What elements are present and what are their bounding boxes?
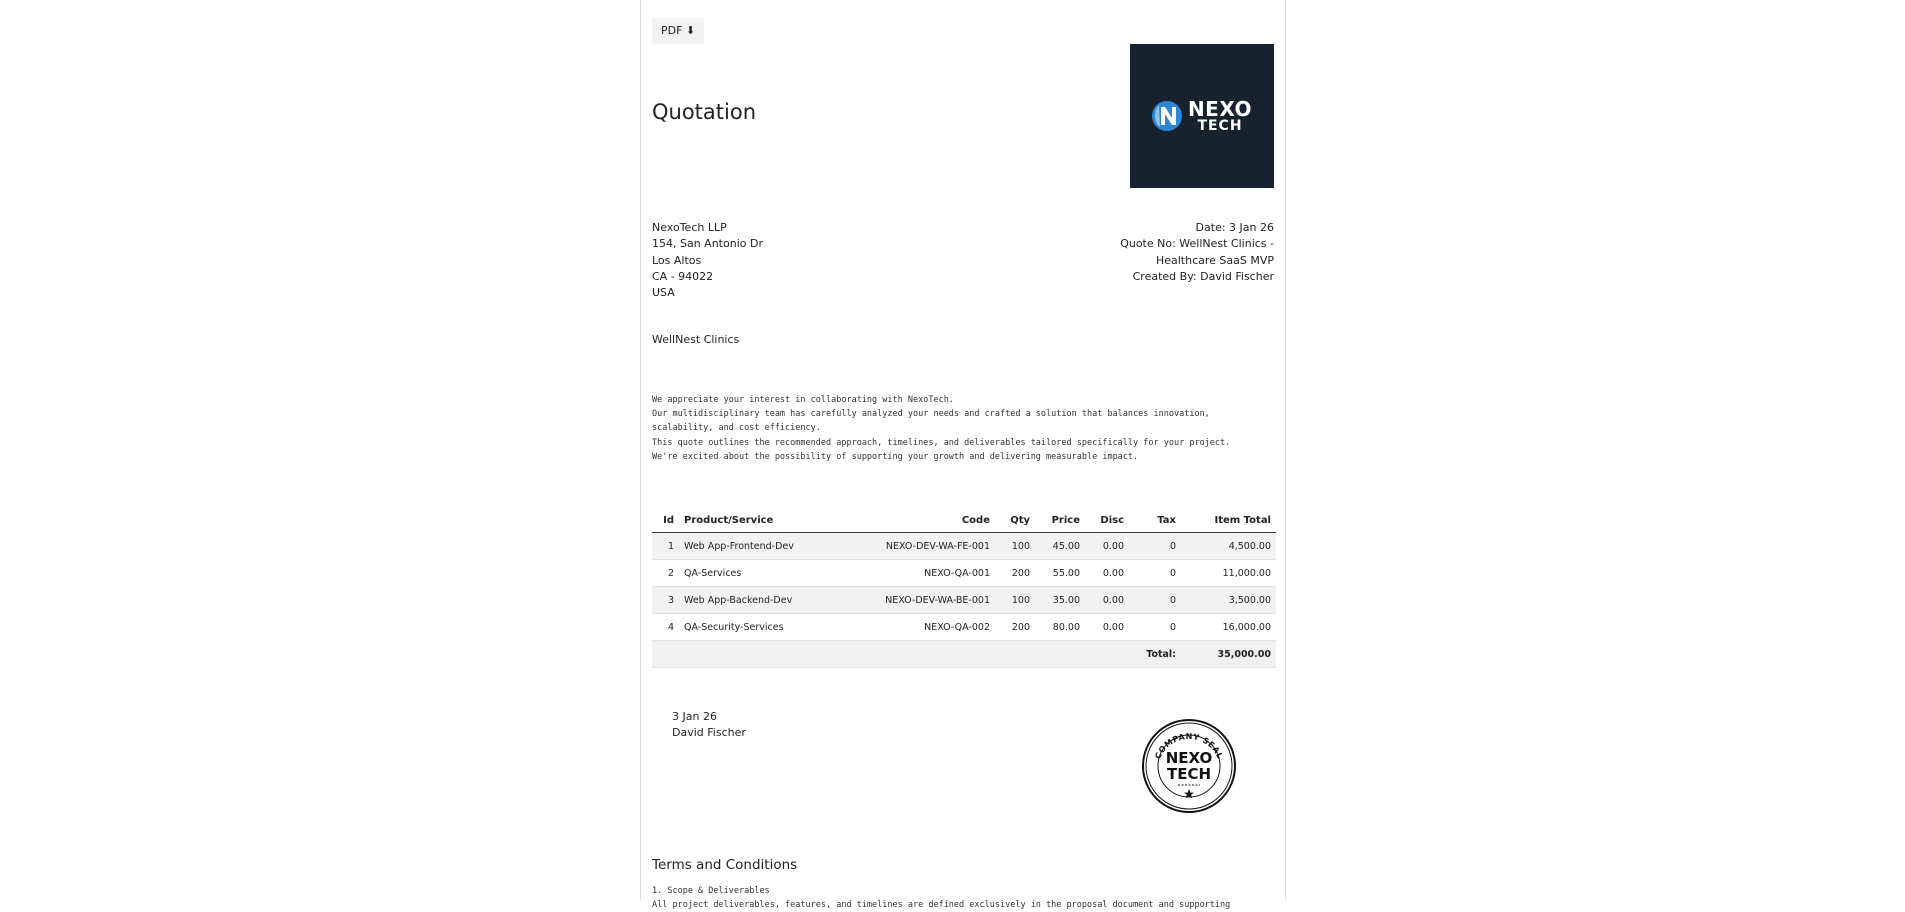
cell-disc: 0.00 — [1085, 587, 1129, 614]
intro-line: This quote outlines the recommended approach, timelines, and deliverables tailored specifically for your project. — [652, 437, 1231, 448]
signature-name: David Fischer — [672, 726, 746, 740]
col-header-id: Id — [652, 508, 679, 533]
cell-disc: 0.00 — [1085, 560, 1129, 587]
cell-id: 4 — [652, 614, 679, 641]
quote-number-cont: Healthcare SaaS MVP — [1155, 253, 1274, 267]
terms-text — [652, 884, 1272, 912]
pdf-download-button[interactable]: PDF ⬇ — [652, 18, 704, 44]
cell-code: NEXO-QA-001 — [859, 560, 995, 587]
intro-line: scalability, and cost efficiency. — [652, 423, 821, 434]
cell-code: NEXO-DEV-WA-BE-001 — [859, 587, 995, 614]
col-header-qty: Qty — [995, 508, 1035, 533]
total-label: Total: — [1129, 641, 1181, 668]
address-line: USA — [652, 286, 675, 300]
cell-product: Web App-Backend-Dev — [679, 587, 859, 614]
cell-disc: 0.00 — [1085, 533, 1129, 560]
cell-qty: 200 — [995, 614, 1035, 641]
signature-block — [672, 709, 746, 742]
cell-item-total: 3,500.00 — [1181, 587, 1276, 614]
cell-id: 2 — [652, 560, 679, 587]
intro-line: Our multidisciplinary team has carefully analyzed your needs and crafted a solution that balances innovation, — [652, 409, 1210, 420]
table-row — [652, 614, 1276, 641]
quote-date: Date: 3 Jan 26 — [1195, 221, 1274, 234]
cell-price: 55.00 — [1035, 560, 1085, 587]
quote-number: Quote No: WellNest Clinics - — [1120, 237, 1274, 251]
cell-item-total: 11,000.00 — [1181, 560, 1276, 587]
signature-date: 3 Jan 26 — [672, 710, 717, 723]
client-name: WellNest Clinics — [652, 333, 740, 346]
cell-code: NEXO-QA-002 — [859, 614, 995, 641]
intro-line: We appreciate your interest in collaborating with NexoTech. — [652, 395, 954, 405]
table-row — [652, 560, 1276, 587]
cell-price: 45.00 — [1035, 533, 1085, 560]
cell-qty: 200 — [995, 560, 1035, 587]
cell-item-total: 16,000.00 — [1181, 614, 1276, 641]
logo-word-2: TECH — [1197, 118, 1243, 134]
cell-tax: 0 — [1129, 614, 1181, 641]
cell-tax: 0 — [1129, 560, 1181, 587]
cell-id: 1 — [652, 533, 679, 560]
cell-qty: 100 — [995, 587, 1035, 614]
intro-line: We're excited about the possibility of supporting your growth and delivering measurable impact. — [652, 451, 1139, 462]
company-seal — [1141, 718, 1237, 814]
cell-disc: 0.00 — [1085, 614, 1129, 641]
address-line: NexoTech LLP — [652, 221, 727, 234]
cell-price: 35.00 — [1035, 587, 1085, 614]
quote-page — [640, 0, 1286, 911]
seal-word-2: TECH — [1166, 765, 1212, 783]
cell-product: QA-Services — [679, 560, 859, 587]
company-address — [652, 220, 763, 301]
address-line: Los Altos — [652, 253, 702, 267]
cell-id: 3 — [652, 587, 679, 614]
address-line: CA - 94022 — [652, 269, 714, 283]
seal-arc-text: COMPANY SEAL — [1153, 731, 1225, 761]
address-line: 154, San Antonio Dr — [652, 237, 763, 251]
table-total-row — [652, 641, 1276, 668]
col-header-product: Product/Service — [679, 508, 859, 533]
cell-product: QA-Security-Services — [679, 614, 859, 641]
quote-meta — [1074, 220, 1274, 285]
cell-tax: 0 — [1129, 587, 1181, 614]
logo-word-1: NEXO — [1187, 97, 1253, 121]
cell-item-total: 4,500.00 — [1181, 533, 1276, 560]
quote-created-by: Created By: David Fischer — [1132, 269, 1274, 283]
col-header-item-total: Item Total — [1181, 508, 1276, 533]
terms-line: 1. Scope & Deliverables — [652, 886, 770, 896]
col-header-code: Code — [859, 508, 995, 533]
terms-line: All project deliverables, features, and timelines are defined exclusively in the proposal document and supporting — [652, 900, 1231, 911]
col-header-price: Price — [1035, 508, 1085, 533]
cell-tax: 0 — [1129, 533, 1181, 560]
table-row — [652, 587, 1276, 614]
cell-qty: 100 — [995, 533, 1035, 560]
company-logo — [1130, 44, 1274, 188]
logo-n-icon — [1152, 100, 1182, 132]
table-row — [652, 533, 1276, 560]
total-value: 35,000.00 — [1181, 641, 1276, 668]
col-header-disc: Disc — [1085, 508, 1129, 533]
intro-text — [652, 393, 1272, 464]
terms-heading: Terms and Conditions — [652, 857, 798, 873]
cell-price: 80.00 — [1035, 614, 1085, 641]
cell-code: NEXO-DEV-WA-FE-001 — [859, 533, 995, 560]
col-header-tax: Tax — [1129, 508, 1181, 533]
page-title: Quotation — [652, 100, 757, 124]
table-header-row — [652, 508, 1276, 533]
line-items-table — [652, 508, 1276, 668]
seal-word-1: NEXO — [1165, 749, 1213, 767]
cell-product: Web App-Frontend-Dev — [679, 533, 859, 560]
